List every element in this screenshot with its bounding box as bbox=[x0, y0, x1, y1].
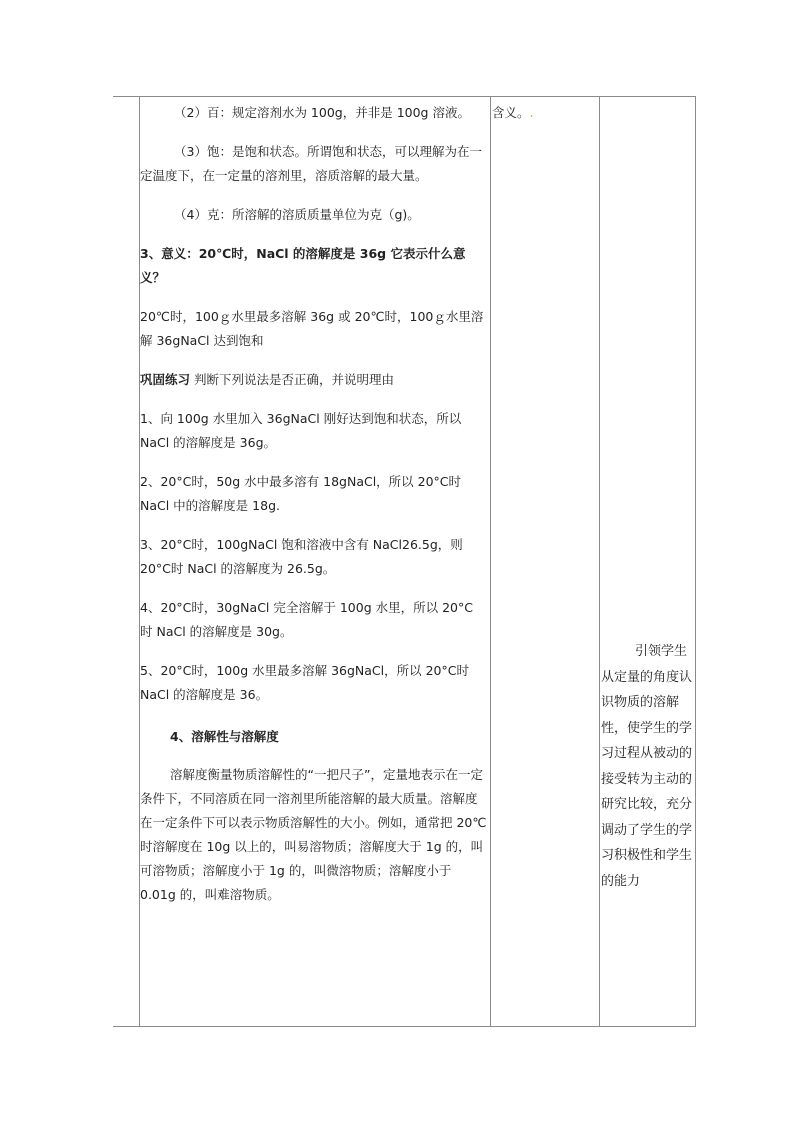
column-divider bbox=[599, 97, 600, 1026]
meaning-heading: 3、意义：20℃时，NaCl 的溶解度是 36g 它表示什么意义？ bbox=[140, 246, 466, 285]
practice-intro bbox=[140, 368, 489, 392]
practice-question-1: 1、向 100g 水里加入 36gNaCl 刚好达到饱和状态，所以 NaCl 的溶解度是 36g。 bbox=[140, 411, 462, 450]
section4-body: 溶解度衡量物质溶解性的“一把尺子”，定量地表示在一定条件下，不同溶质在同一溶剂里所能溶解的最大质量。溶解度在一定条件下可以表示物质溶解性的大小。例如，通常把 20℃时溶解度在 10g 以上的，叫易溶物质；溶解度大于 1g 的，叫可溶物质；溶解度小于 1g 的，叫微溶物质；溶解度小于 0.01g 的，叫难溶物质。 bbox=[140, 767, 487, 902]
design-intent-text: 引领学生从定量的角度认识物质的溶解性，使学生的学习过程从被动的接受转为主动的研究比较，充分调动了学生的学习积极性和学生的能力 bbox=[601, 644, 693, 889]
practice-instruction: 判断下列说法是否正确，并说明理由 bbox=[190, 372, 394, 387]
middle-text bbox=[492, 101, 597, 125]
meaning-answer: 20℃时，100ｇ水里最多溶解 36g 或 20℃时，100ｇ水里溶解 36gNaCl 达到饱和 bbox=[140, 309, 484, 348]
item-ke: （4）克：所溶解的溶质质量单位为克（g)。 bbox=[174, 207, 420, 222]
middle-column bbox=[492, 97, 597, 125]
column-divider bbox=[695, 97, 696, 1026]
lesson-table bbox=[113, 96, 696, 1027]
section4-heading: 4、溶解性与溶解度 bbox=[170, 729, 279, 744]
practice-question-2: 2、20°C时，50g 水中最多溶有 18gNaCl，所以 20°C时 NaCl 中的溶解度是 18g. bbox=[140, 474, 462, 513]
practice-label: 巩固练习 bbox=[140, 372, 191, 387]
middle-dot: . bbox=[529, 105, 534, 120]
middle-text-label: 含义。 bbox=[492, 105, 530, 120]
item-bao: （3）饱：是饱和状态。所谓饱和状态，可以理解为在一定温度下，在一定量的溶剂里，溶质溶解的最大量。 bbox=[140, 144, 482, 183]
column-divider bbox=[490, 97, 491, 1026]
design-intent-column bbox=[601, 97, 695, 894]
practice-question-3: 3、20°C时，100gNaCl 饱和溶液中含有 NaCl26.5g，则 20°C时 NaCl 的溶解度为 26.5g。 bbox=[140, 537, 463, 576]
item-bai: （2）百：规定溶剂水为 100g，并非是 100g 溶液。 bbox=[174, 105, 470, 120]
practice-question-4: 4、20°C时，30gNaCl 完全溶解于 100g 水里，所以 20°C 时 NaCl 的溶解度是 30g。 bbox=[140, 600, 473, 639]
practice-question-5: 5、20°C时，100g 水里最多溶解 36gNaCl，所以 20°C时 NaCl 的溶解度是 36。 bbox=[140, 663, 469, 702]
main-content-column bbox=[140, 97, 489, 907]
